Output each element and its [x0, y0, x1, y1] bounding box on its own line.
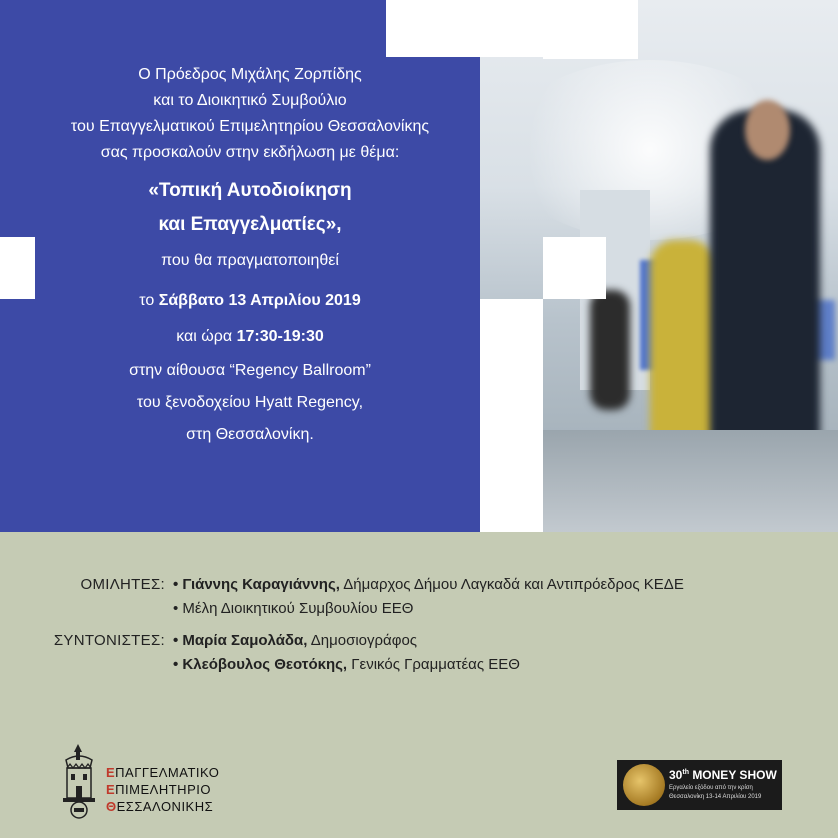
event-date [40, 288, 460, 314]
chamber-word-3-cap: Θ [106, 799, 117, 814]
speaker-row-1 [40, 573, 820, 597]
chamber-word-2-cap: Ε [106, 782, 116, 797]
ancient-coin-icon [623, 764, 665, 806]
date-value: Σάββατο 13 Απριλίου 2019 [158, 292, 361, 309]
moderator-row-1 [40, 629, 820, 653]
time-value: 17:30-19:30 [236, 328, 324, 345]
chamber-word-2-rest: ΠΙΜΕΛΗΤΗΡΙΟ [115, 782, 211, 797]
invitation-line-1: Ο Πρόεδρος Μιχάλης Ζορπίδης [138, 66, 362, 83]
moderators-label: ΣΥΝΤΟΝΙΣΤΕΣ: [53, 632, 165, 649]
white-block-mid [543, 237, 606, 299]
chamber-word-3 [106, 798, 219, 815]
money-show-title [669, 768, 777, 782]
time-prefix: και ώρα [176, 328, 233, 345]
event-title-line-2: και Επαγγελματίες», [158, 214, 342, 235]
invitation-line-2: και το Διοικητικό Συμβούλιο [153, 92, 347, 109]
money-show-badge [617, 760, 782, 810]
speakers-section [40, 573, 820, 677]
speaker-1-name: • Γιάννης Καραγιάννης, [173, 576, 340, 593]
white-tower-emblem-icon [58, 742, 100, 820]
speaker-1-role: Δήμαρχος Δήμου Λαγκαδά και Αντιπρόεδρος ΚΕΔΕ [339, 576, 684, 593]
money-show-dates: Θεσσαλονίκη 13-14 Απριλίου 2019 [669, 794, 762, 800]
venue-line-1: στην αίθουσα “Regency Ballroom” [129, 362, 371, 379]
speaker-row-2 [40, 597, 820, 621]
moderator-row-2 [40, 653, 820, 677]
will-be-held: που θα πραγματοποιηθεί [161, 252, 339, 269]
photo-figure-front [710, 110, 820, 470]
white-block-top [386, 0, 638, 57]
chamber-word-1-rest: ΠΑΓΓΕΛΜΑΤΙΚΟ [115, 765, 220, 780]
moderator-1-role: Δημοσιογράφος [307, 632, 418, 649]
money-show-subtitle: Εργαλείο εξόδου από την κρίση [669, 785, 753, 791]
photo-figure-head [745, 100, 790, 160]
white-block-bottom [480, 299, 543, 532]
chamber-name [106, 764, 219, 815]
venue-line-3: στη Θεσσαλονίκη. [186, 426, 314, 443]
photo-figure-yellow [650, 240, 715, 460]
speakers-label: ΟΜΙΛΗΤΕΣ: [80, 576, 165, 593]
chamber-word-2 [106, 781, 219, 798]
photo-figure-far [590, 290, 630, 410]
money-show-number: 30 [669, 768, 683, 782]
speaker-2: • Μέλη Διοικητικού Συμβουλίου ΕΕΘ [173, 600, 414, 617]
chamber-word-3-rest: ΕΣΣΑΛΟΝΙΚΗΣ [116, 799, 214, 814]
moderator-2-name: • Κλεόβουλος Θεοτόκης, [173, 656, 348, 673]
venue-line-2: του ξενοδοχείου Hyatt Regency, [136, 394, 364, 411]
money-show-name: MONEY SHOW [692, 768, 777, 782]
chamber-logo [58, 742, 228, 822]
moderator-1-name: • Μαρία Σαμολάδα, [173, 632, 308, 649]
money-show-sup: th [682, 769, 689, 776]
invitation-line-3: του Επαγγελματικού Επιμελητηρίου Θεσσαλονίκης [70, 118, 430, 135]
moderator-2-role: Γενικός Γραμματέας ΕΕΘ [347, 656, 520, 673]
invitation-text [40, 62, 460, 448]
event-time [40, 324, 460, 350]
invitation-line-4: σας προσκαλούν στην εκδήλωση με θέμα: [100, 144, 400, 161]
white-block-top-step [543, 57, 638, 59]
date-prefix: το [139, 292, 155, 309]
chamber-word-1-cap: Ε [106, 765, 116, 780]
event-title-line-1: «Τοπική Αυτοδιοίκηση [148, 180, 352, 201]
white-block-left [0, 237, 35, 299]
chamber-word-1 [106, 764, 219, 781]
